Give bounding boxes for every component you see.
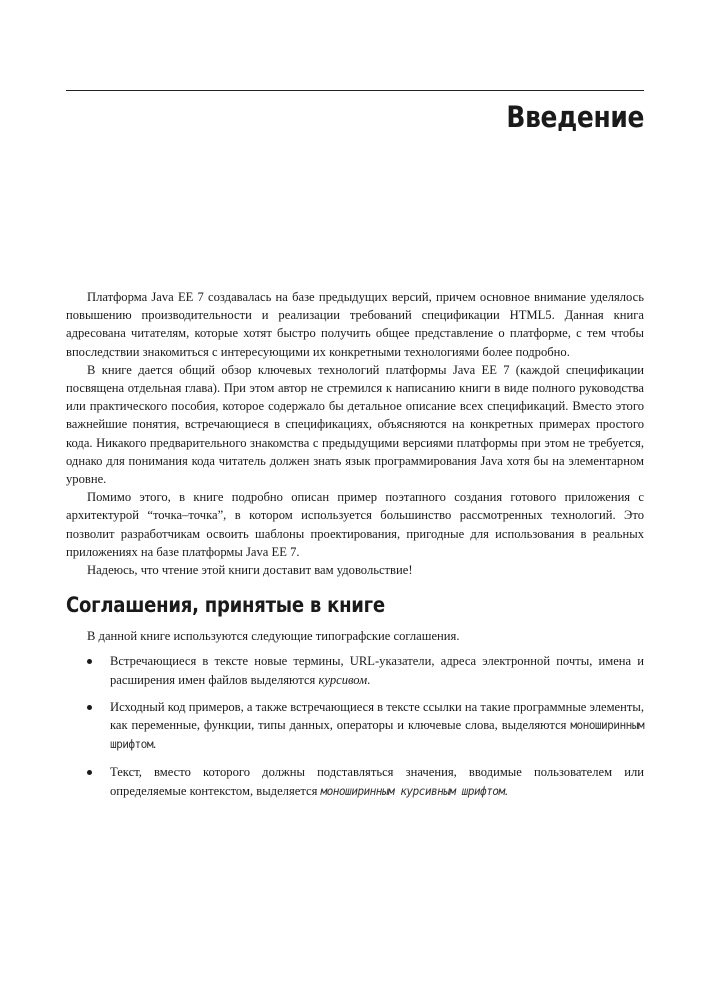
- list-item-text: Встречающиеся в тексте новые термины, URL-указатели, адреса электронной почты, имена и расширения имен файлов выделяются: [110, 654, 644, 687]
- bullet-icon: [87, 659, 92, 664]
- list-item-tail: .: [504, 783, 508, 798]
- list-item: [66, 652, 644, 688]
- paragraph-1: Платформа Java EE 7 создавалась на базе предыдущих версий, причем основное внимание уделялось повышению производительности и реализации требований спецификации HTML5. Данная книга адресована читателям, которые хотят быстро получить общее представление о платформе, с тем чтобы впоследствии знакомиться с интересующими их конкретными технологиями более подробно.: [66, 290, 644, 359]
- list-item-tail: .: [367, 672, 371, 687]
- italic-sample: курсивом: [318, 672, 368, 687]
- list-item: [66, 763, 644, 800]
- header-rule: [66, 90, 644, 91]
- body-text: [66, 288, 644, 810]
- bullet-icon: [87, 770, 92, 775]
- list-item-text: Текст, вместо которого должны подставляться значения, вводимые пользователем или определяемые контекстом, выделяется: [110, 765, 644, 798]
- paragraph-4: Надеюсь, что чтение этой книги доставит вам удовольствие!: [87, 563, 413, 578]
- monospace-sample: моноширинным шрифтом: [110, 719, 644, 752]
- list-item: [66, 698, 644, 755]
- paragraph-3: Помимо этого, в книге подробно описан пример поэтапного создания готового приложения с архитектурой “точка–точка”, в котором используется большинство рассмотренных технологий. Это позволит разработчикам освоить шаблоны проектирования, пригодные для использования в реальных приложениях на базе платформы Java EE 7.: [66, 490, 644, 559]
- list-item-text: Исходный код примеров, а также встречающиеся в тексте ссылки на такие программные элементы, как переменные, функции, типы данных, операторы и ключевые слова, выделяются: [110, 699, 644, 733]
- section-intro: В данной книге используются следующие типографские соглашения.: [87, 629, 460, 644]
- paragraph-2: В книге дается общий обзор ключевых технологий платформы Java EE 7 (каждой спецификации посвящена отдельная глава). При этом автор не стремился к написанию книги в виде полного руководства или практического пособия, которое содержало бы детальное описание всех спецификаций. Вместо этого важнейшие понятия, встречающиеся в спецификациях, объясняются на конкретных примерах простого кода. Никакого предварительного знакомства с предыдущими версиями платформы при этом не требуется, однако для понимания кода читатель должен знать язык программирования Java хотя бы на элементарном уровне.: [66, 362, 644, 487]
- chapter-title: Введение: [506, 100, 644, 134]
- section-title: Соглашения, принятые в книге: [66, 593, 385, 618]
- bullet-icon: [87, 705, 92, 710]
- conventions-list: [66, 652, 644, 800]
- list-item-tail: .: [152, 737, 157, 752]
- monospace-italic-sample: моноширинным курсивным шрифтом: [320, 784, 505, 798]
